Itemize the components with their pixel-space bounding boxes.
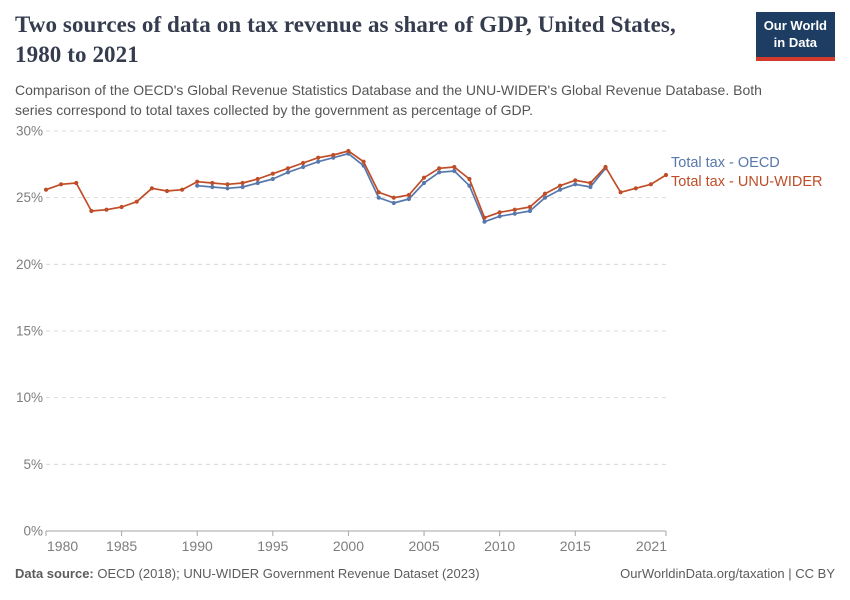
data-point [180,188,184,192]
y-tick-label-5: 5% [23,456,43,472]
data-point [210,185,214,189]
data-point [316,156,320,160]
legend-label-unu-wider[interactable]: Total tax - UNU-WIDER [671,174,823,190]
x-tick-label-2000: 2000 [332,538,365,554]
x-tick-label-1995: 1995 [257,538,289,554]
data-point [316,160,320,164]
data-point [558,188,562,192]
data-point [664,173,668,177]
data-point [588,185,592,189]
x-tick-label-1985: 1985 [106,538,138,554]
data-point [634,186,638,190]
data-point [346,149,350,153]
y-tick-label-30: 30% [15,123,43,139]
x-tick-label-2010: 2010 [484,538,516,554]
data-point [482,216,486,220]
data-point [377,190,381,194]
data-point [271,172,275,176]
y-tick-label-15: 15% [15,323,43,339]
chart-subtitle: Comparison of the OECD's Global Revenue Statistics Database and the UNU-WIDER's Global Revenue Database. Both series correspond to total taxes collected by the government as percentage of GDP. [15,81,762,118]
chart-footer [15,566,835,581]
data-point [437,166,441,170]
data-point [573,178,577,182]
page-title: Two sources of data on tax revenue as share of GDP, United States, 1980 to 2021 [15,12,676,68]
data-point [498,214,502,218]
data-point [498,210,502,214]
x-tick-label-1980: 1980 [47,538,79,554]
data-point [286,166,290,170]
data-point [271,177,275,181]
data-point [256,177,260,181]
x-tick-label-2015: 2015 [559,538,591,554]
data-point [210,181,214,185]
owid-link[interactable]: OurWorldinData.org/taxation | CC BY [620,566,835,581]
data-point [225,186,229,190]
data-point [241,181,245,185]
data-point [467,177,471,181]
data-source-note: Data source: OECD (2018); UNU-WIDER Government Revenue Dataset (2023) [15,566,480,581]
y-tick-label-0: 0% [23,523,43,539]
owid-logo[interactable] [756,12,835,61]
data-point [165,189,169,193]
y-tick-label-20: 20% [15,256,43,272]
data-point [392,201,396,205]
data-point [150,186,154,190]
data-point [59,182,63,186]
data-point [482,220,486,224]
data-point [619,190,623,194]
data-point [452,165,456,169]
data-point [407,197,411,201]
x-tick-label-2021: 2021 [635,538,667,554]
data-point [301,161,305,165]
data-point [407,193,411,197]
data-point [225,182,229,186]
x-tick-label-1990: 1990 [181,538,213,554]
data-point [241,185,245,189]
data-point [195,180,199,184]
data-point [377,196,381,200]
data-point [286,170,290,174]
data-point [528,209,532,213]
data-point [573,182,577,186]
data-point [120,205,124,209]
y-tick-label-10: 10% [15,390,43,406]
data-point [558,184,562,188]
legend-label-oecd[interactable]: Total tax - OECD [671,155,780,171]
data-point [301,165,305,169]
x-tick-label-2005: 2005 [408,538,440,554]
data-point [437,170,441,174]
data-point [543,192,547,196]
data-point [588,181,592,185]
data-point [513,212,517,216]
owid-logo-text: Our World in Data [756,12,835,57]
data-point [513,208,517,212]
data-point [89,209,93,213]
data-point [603,165,607,169]
data-point [256,181,260,185]
chart-header [15,10,835,120]
data-point [44,188,48,192]
y-tick-label-25: 25% [15,190,43,206]
owid-logo-red-bar [756,57,835,61]
data-point [649,182,653,186]
data-point [195,184,199,188]
data-point [422,176,426,180]
data-point [543,196,547,200]
data-point [452,169,456,173]
data-point [422,181,426,185]
data-point [392,196,396,200]
data-point [331,153,335,157]
data-point [362,160,366,164]
data-point [104,208,108,212]
data-point [74,181,78,185]
data-point [528,205,532,209]
data-point [135,200,139,204]
plot-area[interactable] [46,121,666,531]
